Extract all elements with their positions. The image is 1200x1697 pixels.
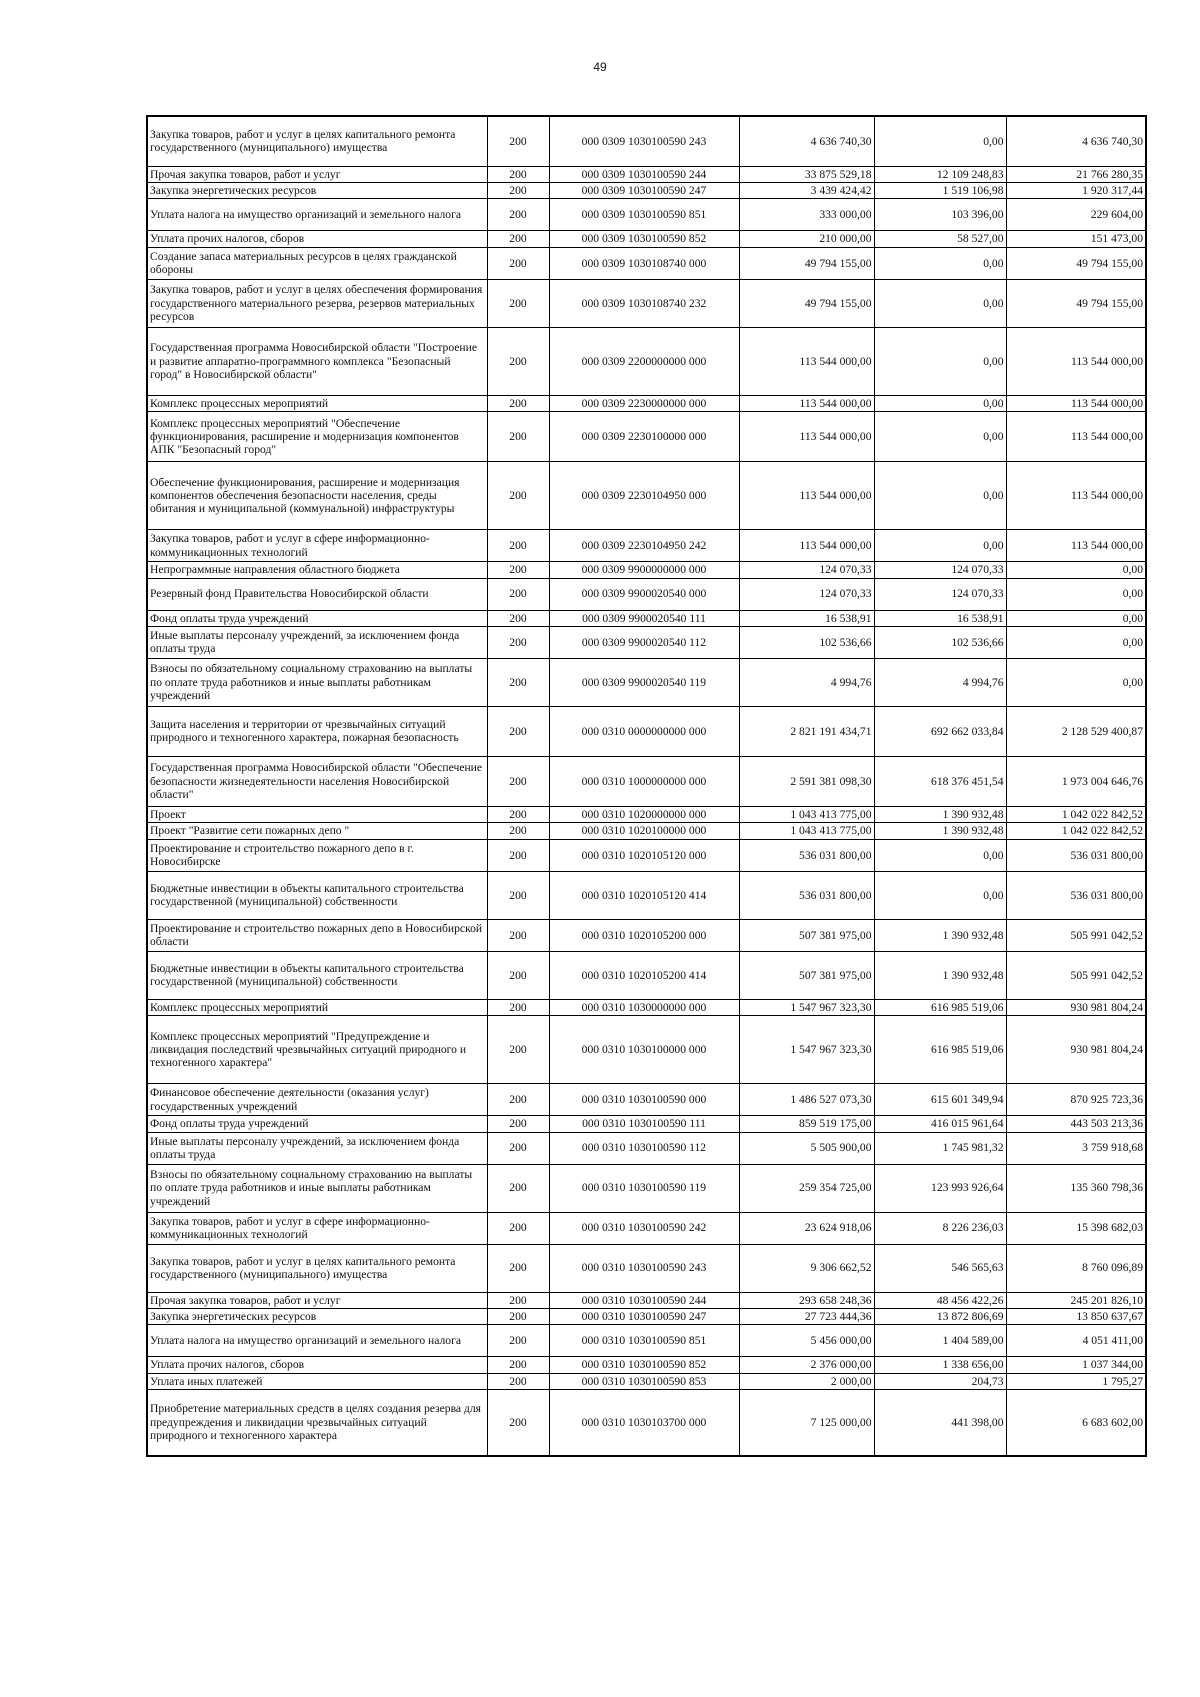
row-budget-code-cell: 000 0310 1030100590 247: [549, 1308, 739, 1324]
table-row: [147, 806, 1146, 822]
row-approved-cell: 507 381 975,00: [739, 919, 874, 951]
row-budget-code-cell: 000 0309 1030108740 232: [549, 279, 739, 327]
row-approved-cell: 507 381 975,00: [739, 951, 874, 999]
row-executed-cell: 1 390 932,48: [874, 823, 1006, 839]
row-budget-code-cell: 000 0310 1030100590 112: [549, 1132, 739, 1164]
row-name-cell: Уплата налога на имущество организаций и земельного налога: [147, 199, 487, 231]
row-code-cell: 200: [487, 116, 549, 166]
table-row: [147, 182, 1146, 198]
row-budget-code-cell: 000 0309 9900020540 119: [549, 658, 739, 706]
row-budget-code-cell: 000 0309 2230104950 000: [549, 462, 739, 530]
row-approved-cell: 113 544 000,00: [739, 530, 874, 562]
row-approved-cell: 113 544 000,00: [739, 327, 874, 395]
row-executed-cell: 103 396,00: [874, 199, 1006, 231]
row-executed-cell: 204,73: [874, 1373, 1006, 1389]
table-row: [147, 919, 1146, 951]
row-code-cell: 200: [487, 806, 549, 822]
row-code-cell: 200: [487, 823, 549, 839]
row-name-cell: Государственная программа Новосибирской области "Построение и развитие аппаратно-программного комплекса "Безопасный город" в Новосибирской области": [147, 327, 487, 395]
row-name-cell: Уплата иных платежей: [147, 1373, 487, 1389]
row-remaining-cell: 1 042 022 842,52: [1006, 823, 1146, 839]
row-approved-cell: 2 591 381 098,30: [739, 756, 874, 806]
row-name-cell: Резервный фонд Правительства Новосибирской области: [147, 578, 487, 610]
row-code-cell: 200: [487, 951, 549, 999]
row-executed-cell: 8 226 236,03: [874, 1212, 1006, 1244]
row-budget-code-cell: 000 0310 1030100590 244: [549, 1292, 739, 1308]
row-approved-cell: 2 000,00: [739, 1373, 874, 1389]
row-name-cell: Создание запаса материальных ресурсов в целях гражданской обороны: [147, 247, 487, 279]
row-remaining-cell: 1 042 022 842,52: [1006, 806, 1146, 822]
table-row: [147, 530, 1146, 562]
row-executed-cell: 616 985 519,06: [874, 999, 1006, 1015]
table-row: [147, 1357, 1146, 1373]
row-code-cell: 200: [487, 658, 549, 706]
row-approved-cell: 859 519 175,00: [739, 1116, 874, 1132]
row-approved-cell: 113 544 000,00: [739, 412, 874, 462]
table-row: [147, 1308, 1146, 1324]
table-row: [147, 1084, 1146, 1116]
row-budget-code-cell: 000 0309 9900000000 000: [549, 562, 739, 578]
row-budget-code-cell: 000 0310 1030100590 852: [549, 1357, 739, 1373]
table-row: [147, 1164, 1146, 1212]
row-budget-code-cell: 000 0309 1030100590 244: [549, 166, 739, 182]
row-remaining-cell: 3 759 918,68: [1006, 1132, 1146, 1164]
row-budget-code-cell: 000 0310 1000000000 000: [549, 756, 739, 806]
row-approved-cell: 536 031 800,00: [739, 839, 874, 871]
row-code-cell: 200: [487, 199, 549, 231]
row-code-cell: 200: [487, 562, 549, 578]
row-executed-cell: 4 994,76: [874, 658, 1006, 706]
row-approved-cell: 102 536,66: [739, 626, 874, 658]
row-executed-cell: 1 390 932,48: [874, 806, 1006, 822]
row-code-cell: 200: [487, 166, 549, 182]
row-executed-cell: 0,00: [874, 462, 1006, 530]
row-approved-cell: 113 544 000,00: [739, 395, 874, 411]
table-row: [147, 247, 1146, 279]
row-name-cell: Закупка товаров, работ и услуг в сфере информационно-коммуникационных технологий: [147, 1212, 487, 1244]
row-budget-code-cell: 000 0310 1030100590 119: [549, 1164, 739, 1212]
row-approved-cell: 2 376 000,00: [739, 1357, 874, 1373]
table-row: [147, 562, 1146, 578]
row-code-cell: 200: [487, 839, 549, 871]
row-executed-cell: 546 565,63: [874, 1244, 1006, 1292]
table-row: [147, 1325, 1146, 1357]
row-budget-code-cell: 000 0310 1030100590 243: [549, 1244, 739, 1292]
row-remaining-cell: 49 794 155,00: [1006, 247, 1146, 279]
row-name-cell: Проектирование и строительство пожарного депо в г. Новосибирске: [147, 839, 487, 871]
row-approved-cell: 1 043 413 775,00: [739, 806, 874, 822]
row-executed-cell: 0,00: [874, 412, 1006, 462]
row-code-cell: 200: [487, 626, 549, 658]
table-row: [147, 658, 1146, 706]
row-budget-code-cell: 000 0310 1030100590 000: [549, 1084, 739, 1116]
row-code-cell: 200: [487, 530, 549, 562]
table-row: [147, 626, 1146, 658]
row-name-cell: Проект "Развитие сети пожарных депо ": [147, 823, 487, 839]
row-remaining-cell: 113 544 000,00: [1006, 530, 1146, 562]
row-code-cell: 200: [487, 1016, 549, 1084]
row-approved-cell: 49 794 155,00: [739, 247, 874, 279]
row-approved-cell: 33 875 529,18: [739, 166, 874, 182]
row-code-cell: 200: [487, 610, 549, 626]
row-remaining-cell: 8 760 096,89: [1006, 1244, 1146, 1292]
row-name-cell: Закупка товаров, работ и услуг в целях капитального ремонта государственного (муниципального) имущества: [147, 116, 487, 166]
row-executed-cell: 1 404 589,00: [874, 1325, 1006, 1357]
table-row: [147, 610, 1146, 626]
row-name-cell: Иные выплаты персоналу учреждений, за исключением фонда оплаты труда: [147, 1132, 487, 1164]
row-executed-cell: 124 070,33: [874, 562, 1006, 578]
row-budget-code-cell: 000 0310 1020105200 414: [549, 951, 739, 999]
row-approved-cell: 210 000,00: [739, 231, 874, 247]
row-approved-cell: 49 794 155,00: [739, 279, 874, 327]
row-code-cell: 200: [487, 1132, 549, 1164]
row-name-cell: Уплата прочих налогов, сборов: [147, 1357, 487, 1373]
row-name-cell: Иные выплаты персоналу учреждений, за исключением фонда оплаты труда: [147, 626, 487, 658]
row-executed-cell: 0,00: [874, 279, 1006, 327]
row-executed-cell: 0,00: [874, 871, 1006, 919]
row-name-cell: Финансовое обеспечение деятельности (оказания услуг) государственных учреждений: [147, 1084, 487, 1116]
row-executed-cell: 692 662 033,84: [874, 706, 1006, 756]
row-budget-code-cell: 000 0310 1030100590 242: [549, 1212, 739, 1244]
row-executed-cell: 16 538,91: [874, 610, 1006, 626]
row-budget-code-cell: 000 0310 1030103700 000: [549, 1390, 739, 1456]
table-row: [147, 951, 1146, 999]
row-budget-code-cell: 000 0309 1030108740 000: [549, 247, 739, 279]
row-code-cell: 200: [487, 1084, 549, 1116]
row-executed-cell: 0,00: [874, 327, 1006, 395]
row-code-cell: 200: [487, 1212, 549, 1244]
row-approved-cell: 16 538,91: [739, 610, 874, 626]
table-row: [147, 706, 1146, 756]
row-budget-code-cell: 000 0310 1020000000 000: [549, 806, 739, 822]
row-budget-code-cell: 000 0310 0000000000 000: [549, 706, 739, 756]
row-name-cell: Взносы по обязательному социальному страхованию на выплаты по оплате труда работников и иные выплаты работникам учреждений: [147, 1164, 487, 1212]
row-remaining-cell: 245 201 826,10: [1006, 1292, 1146, 1308]
row-code-cell: 200: [487, 412, 549, 462]
row-code-cell: 200: [487, 1373, 549, 1389]
row-budget-code-cell: 000 0310 1030100000 000: [549, 1016, 739, 1084]
row-remaining-cell: 1 973 004 646,76: [1006, 756, 1146, 806]
row-executed-cell: 1 745 981,32: [874, 1132, 1006, 1164]
row-approved-cell: 333 000,00: [739, 199, 874, 231]
row-remaining-cell: 113 544 000,00: [1006, 395, 1146, 411]
row-approved-cell: 4 636 740,30: [739, 116, 874, 166]
table-row: [147, 1212, 1146, 1244]
row-approved-cell: 9 306 662,52: [739, 1244, 874, 1292]
row-remaining-cell: 151 473,00: [1006, 231, 1146, 247]
table-row: [147, 412, 1146, 462]
table-row: [147, 839, 1146, 871]
row-executed-cell: 1 390 932,48: [874, 919, 1006, 951]
row-executed-cell: 441 398,00: [874, 1390, 1006, 1456]
row-remaining-cell: 505 991 042,52: [1006, 951, 1146, 999]
table-row: [147, 871, 1146, 919]
table-row: [147, 999, 1146, 1015]
table-row: [147, 1373, 1146, 1389]
row-executed-cell: 124 070,33: [874, 578, 1006, 610]
row-name-cell: Защита населения и территории от чрезвычайных ситуаций природного и техногенного характера, пожарная безопасность: [147, 706, 487, 756]
row-budget-code-cell: 000 0309 9900020540 112: [549, 626, 739, 658]
row-name-cell: Комплекс процессных мероприятий "Предупреждение и ликвидация последствий чрезвычайных ситуаций природного и техногенного характера": [147, 1016, 487, 1084]
row-name-cell: Государственная программа Новосибирской области "Обеспечение безопасности жизнедеятельности населения Новосибирской области": [147, 756, 487, 806]
row-budget-code-cell: 000 0309 2230000000 000: [549, 395, 739, 411]
row-remaining-cell: 4 636 740,30: [1006, 116, 1146, 166]
table-row: [147, 578, 1146, 610]
row-budget-code-cell: 000 0310 1030100590 111: [549, 1116, 739, 1132]
row-remaining-cell: 1 795,27: [1006, 1373, 1146, 1389]
row-code-cell: 200: [487, 871, 549, 919]
row-executed-cell: 616 985 519,06: [874, 1016, 1006, 1084]
row-code-cell: 200: [487, 182, 549, 198]
row-code-cell: 200: [487, 578, 549, 610]
table-row: [147, 116, 1146, 166]
row-code-cell: 200: [487, 279, 549, 327]
row-budget-code-cell: 000 0309 1030100590 852: [549, 231, 739, 247]
row-approved-cell: 4 994,76: [739, 658, 874, 706]
row-remaining-cell: 930 981 804,24: [1006, 1016, 1146, 1084]
row-name-cell: Закупка товаров, работ и услуг в целях обеспечения формирования государственного материального резерва, резервов материальных ресурсов: [147, 279, 487, 327]
row-executed-cell: 13 872 806,69: [874, 1308, 1006, 1324]
row-budget-code-cell: 000 0309 9900020540 111: [549, 610, 739, 626]
row-budget-code-cell: 000 0309 9900020540 000: [549, 578, 739, 610]
row-executed-cell: 1 338 656,00: [874, 1357, 1006, 1373]
row-budget-code-cell: 000 0310 1020105200 000: [549, 919, 739, 951]
table-row: [147, 1116, 1146, 1132]
table-row: [147, 756, 1146, 806]
row-name-cell: Прочая закупка товаров, работ и услуг: [147, 166, 487, 182]
row-remaining-cell: 443 503 213,36: [1006, 1116, 1146, 1132]
row-executed-cell: 0,00: [874, 395, 1006, 411]
row-name-cell: Комплекс процессных мероприятий: [147, 395, 487, 411]
row-approved-cell: 124 070,33: [739, 578, 874, 610]
table-row: [147, 279, 1146, 327]
table-row: [147, 395, 1146, 411]
table-row: [147, 1390, 1146, 1456]
row-budget-code-cell: 000 0309 1030100590 851: [549, 199, 739, 231]
row-approved-cell: 7 125 000,00: [739, 1390, 874, 1456]
row-code-cell: 200: [487, 395, 549, 411]
row-name-cell: Прочая закупка товаров, работ и услуг: [147, 1292, 487, 1308]
row-name-cell: Проект: [147, 806, 487, 822]
row-code-cell: 200: [487, 327, 549, 395]
row-approved-cell: 2 821 191 434,71: [739, 706, 874, 756]
row-remaining-cell: 0,00: [1006, 562, 1146, 578]
budget-execution-table: [146, 115, 1147, 1457]
row-name-cell: Взносы по обязательному социальному страхованию на выплаты по оплате труда работников и иные выплаты работникам учреждений: [147, 658, 487, 706]
row-name-cell: Обеспечение функционирования, расширение и модернизация компонентов обеспечения безопасности населения, среды обитания и муниципальной (коммунальной) инфраструктуры: [147, 462, 487, 530]
row-remaining-cell: 229 604,00: [1006, 199, 1146, 231]
table-row: [147, 231, 1146, 247]
row-code-cell: 200: [487, 1164, 549, 1212]
row-remaining-cell: 1 920 317,44: [1006, 182, 1146, 198]
row-remaining-cell: 0,00: [1006, 610, 1146, 626]
row-name-cell: Закупка товаров, работ и услуг в целях капитального ремонта государственного (муниципального) имущества: [147, 1244, 487, 1292]
row-remaining-cell: 2 128 529 400,87: [1006, 706, 1146, 756]
row-executed-cell: 102 536,66: [874, 626, 1006, 658]
row-budget-code-cell: 000 0310 1030000000 000: [549, 999, 739, 1015]
table-row: [147, 1244, 1146, 1292]
row-remaining-cell: 113 544 000,00: [1006, 327, 1146, 395]
table-row: [147, 1132, 1146, 1164]
row-name-cell: Проектирование и строительство пожарных депо в Новосибирской области: [147, 919, 487, 951]
row-remaining-cell: 4 051 411,00: [1006, 1325, 1146, 1357]
row-approved-cell: 259 354 725,00: [739, 1164, 874, 1212]
row-code-cell: 200: [487, 1325, 549, 1357]
table-row: [147, 166, 1146, 182]
row-name-cell: Закупка товаров, работ и услуг в сфере информационно-коммуникационных технологий: [147, 530, 487, 562]
row-name-cell: Непрограммные направления областного бюджета: [147, 562, 487, 578]
row-name-cell: Уплата прочих налогов, сборов: [147, 231, 487, 247]
row-remaining-cell: 6 683 602,00: [1006, 1390, 1146, 1456]
row-remaining-cell: 536 031 800,00: [1006, 871, 1146, 919]
row-remaining-cell: 13 850 637,67: [1006, 1308, 1146, 1324]
row-budget-code-cell: 000 0309 2230104950 242: [549, 530, 739, 562]
row-code-cell: 200: [487, 706, 549, 756]
row-approved-cell: 293 658 248,36: [739, 1292, 874, 1308]
row-budget-code-cell: 000 0310 1030100590 851: [549, 1325, 739, 1357]
row-name-cell: Бюджетные инвестиции в объекты капитального строительства государственной (муниципальной) собственности: [147, 951, 487, 999]
row-executed-cell: 1 519 106,98: [874, 182, 1006, 198]
table-body: [147, 116, 1146, 1456]
row-remaining-cell: 1 037 344,00: [1006, 1357, 1146, 1373]
row-approved-cell: 23 624 918,06: [739, 1212, 874, 1244]
row-budget-code-cell: 000 0309 2230100000 000: [549, 412, 739, 462]
row-name-cell: Фонд оплаты труда учреждений: [147, 610, 487, 626]
row-approved-cell: 27 723 444,36: [739, 1308, 874, 1324]
row-executed-cell: 1 390 932,48: [874, 951, 1006, 999]
row-code-cell: 200: [487, 1116, 549, 1132]
row-remaining-cell: 0,00: [1006, 626, 1146, 658]
row-executed-cell: 0,00: [874, 247, 1006, 279]
row-remaining-cell: 0,00: [1006, 578, 1146, 610]
row-executed-cell: 615 601 349,94: [874, 1084, 1006, 1116]
row-budget-code-cell: 000 0310 1020105120 000: [549, 839, 739, 871]
row-code-cell: 200: [487, 919, 549, 951]
row-name-cell: Закупка энергетических ресурсов: [147, 1308, 487, 1324]
row-name-cell: Фонд оплаты труда учреждений: [147, 1116, 487, 1132]
row-remaining-cell: 0,00: [1006, 658, 1146, 706]
row-approved-cell: 1 547 967 323,30: [739, 1016, 874, 1084]
row-remaining-cell: 930 981 804,24: [1006, 999, 1146, 1015]
row-code-cell: 200: [487, 756, 549, 806]
row-remaining-cell: 505 991 042,52: [1006, 919, 1146, 951]
row-remaining-cell: 870 925 723,36: [1006, 1084, 1146, 1116]
row-name-cell: Закупка энергетических ресурсов: [147, 182, 487, 198]
row-approved-cell: 536 031 800,00: [739, 871, 874, 919]
table-row: [147, 327, 1146, 395]
row-approved-cell: 5 456 000,00: [739, 1325, 874, 1357]
row-approved-cell: 5 505 900,00: [739, 1132, 874, 1164]
row-budget-code-cell: 000 0309 1030100590 243: [549, 116, 739, 166]
table-row: [147, 1292, 1146, 1308]
row-executed-cell: 0,00: [874, 530, 1006, 562]
row-budget-code-cell: 000 0309 2200000000 000: [549, 327, 739, 395]
table-row: [147, 823, 1146, 839]
table-row: [147, 1016, 1146, 1084]
row-name-cell: Уплата налога на имущество организаций и земельного налога: [147, 1325, 487, 1357]
page-number: 49: [593, 60, 607, 74]
row-executed-cell: 58 527,00: [874, 231, 1006, 247]
row-executed-cell: 0,00: [874, 839, 1006, 871]
row-code-cell: 200: [487, 1244, 549, 1292]
table-row: [147, 462, 1146, 530]
row-code-cell: 200: [487, 1390, 549, 1456]
row-budget-code-cell: 000 0310 1030100590 853: [549, 1373, 739, 1389]
row-code-cell: 200: [487, 1357, 549, 1373]
row-executed-cell: 12 109 248,83: [874, 166, 1006, 182]
row-code-cell: 200: [487, 247, 549, 279]
row-approved-cell: 1 547 967 323,30: [739, 999, 874, 1015]
row-approved-cell: 1 486 527 073,30: [739, 1084, 874, 1116]
row-approved-cell: 124 070,33: [739, 562, 874, 578]
table-row: [147, 199, 1146, 231]
row-remaining-cell: 113 544 000,00: [1006, 462, 1146, 530]
row-name-cell: Бюджетные инвестиции в объекты капитального строительства государственной (муниципальной) собственности: [147, 871, 487, 919]
row-executed-cell: 618 376 451,54: [874, 756, 1006, 806]
row-executed-cell: 123 993 926,64: [874, 1164, 1006, 1212]
row-remaining-cell: 15 398 682,03: [1006, 1212, 1146, 1244]
row-approved-cell: 113 544 000,00: [739, 462, 874, 530]
row-approved-cell: 3 439 424,42: [739, 182, 874, 198]
row-executed-cell: 0,00: [874, 116, 1006, 166]
row-name-cell: Приобретение материальных средств в целях создания резерва для предупреждения и ликвидации чрезвычайных ситуаций природного и техногенного характера: [147, 1390, 487, 1456]
row-remaining-cell: 21 766 280,35: [1006, 166, 1146, 182]
row-executed-cell: 416 015 961,64: [874, 1116, 1006, 1132]
row-code-cell: 200: [487, 462, 549, 530]
row-code-cell: 200: [487, 1308, 549, 1324]
row-budget-code-cell: 000 0310 1020105120 414: [549, 871, 739, 919]
row-remaining-cell: 135 360 798,36: [1006, 1164, 1146, 1212]
row-code-cell: 200: [487, 999, 549, 1015]
row-remaining-cell: 536 031 800,00: [1006, 839, 1146, 871]
row-executed-cell: 48 456 422,26: [874, 1292, 1006, 1308]
row-budget-code-cell: 000 0309 1030100590 247: [549, 182, 739, 198]
row-name-cell: Комплекс процессных мероприятий "Обеспечение функционирования, расширение и модернизация компонентов АПК "Безопасный город": [147, 412, 487, 462]
row-remaining-cell: 49 794 155,00: [1006, 279, 1146, 327]
row-budget-code-cell: 000 0310 1020100000 000: [549, 823, 739, 839]
row-code-cell: 200: [487, 1292, 549, 1308]
row-code-cell: 200: [487, 231, 549, 247]
row-remaining-cell: 113 544 000,00: [1006, 412, 1146, 462]
row-name-cell: Комплекс процессных мероприятий: [147, 999, 487, 1015]
row-approved-cell: 1 043 413 775,00: [739, 823, 874, 839]
